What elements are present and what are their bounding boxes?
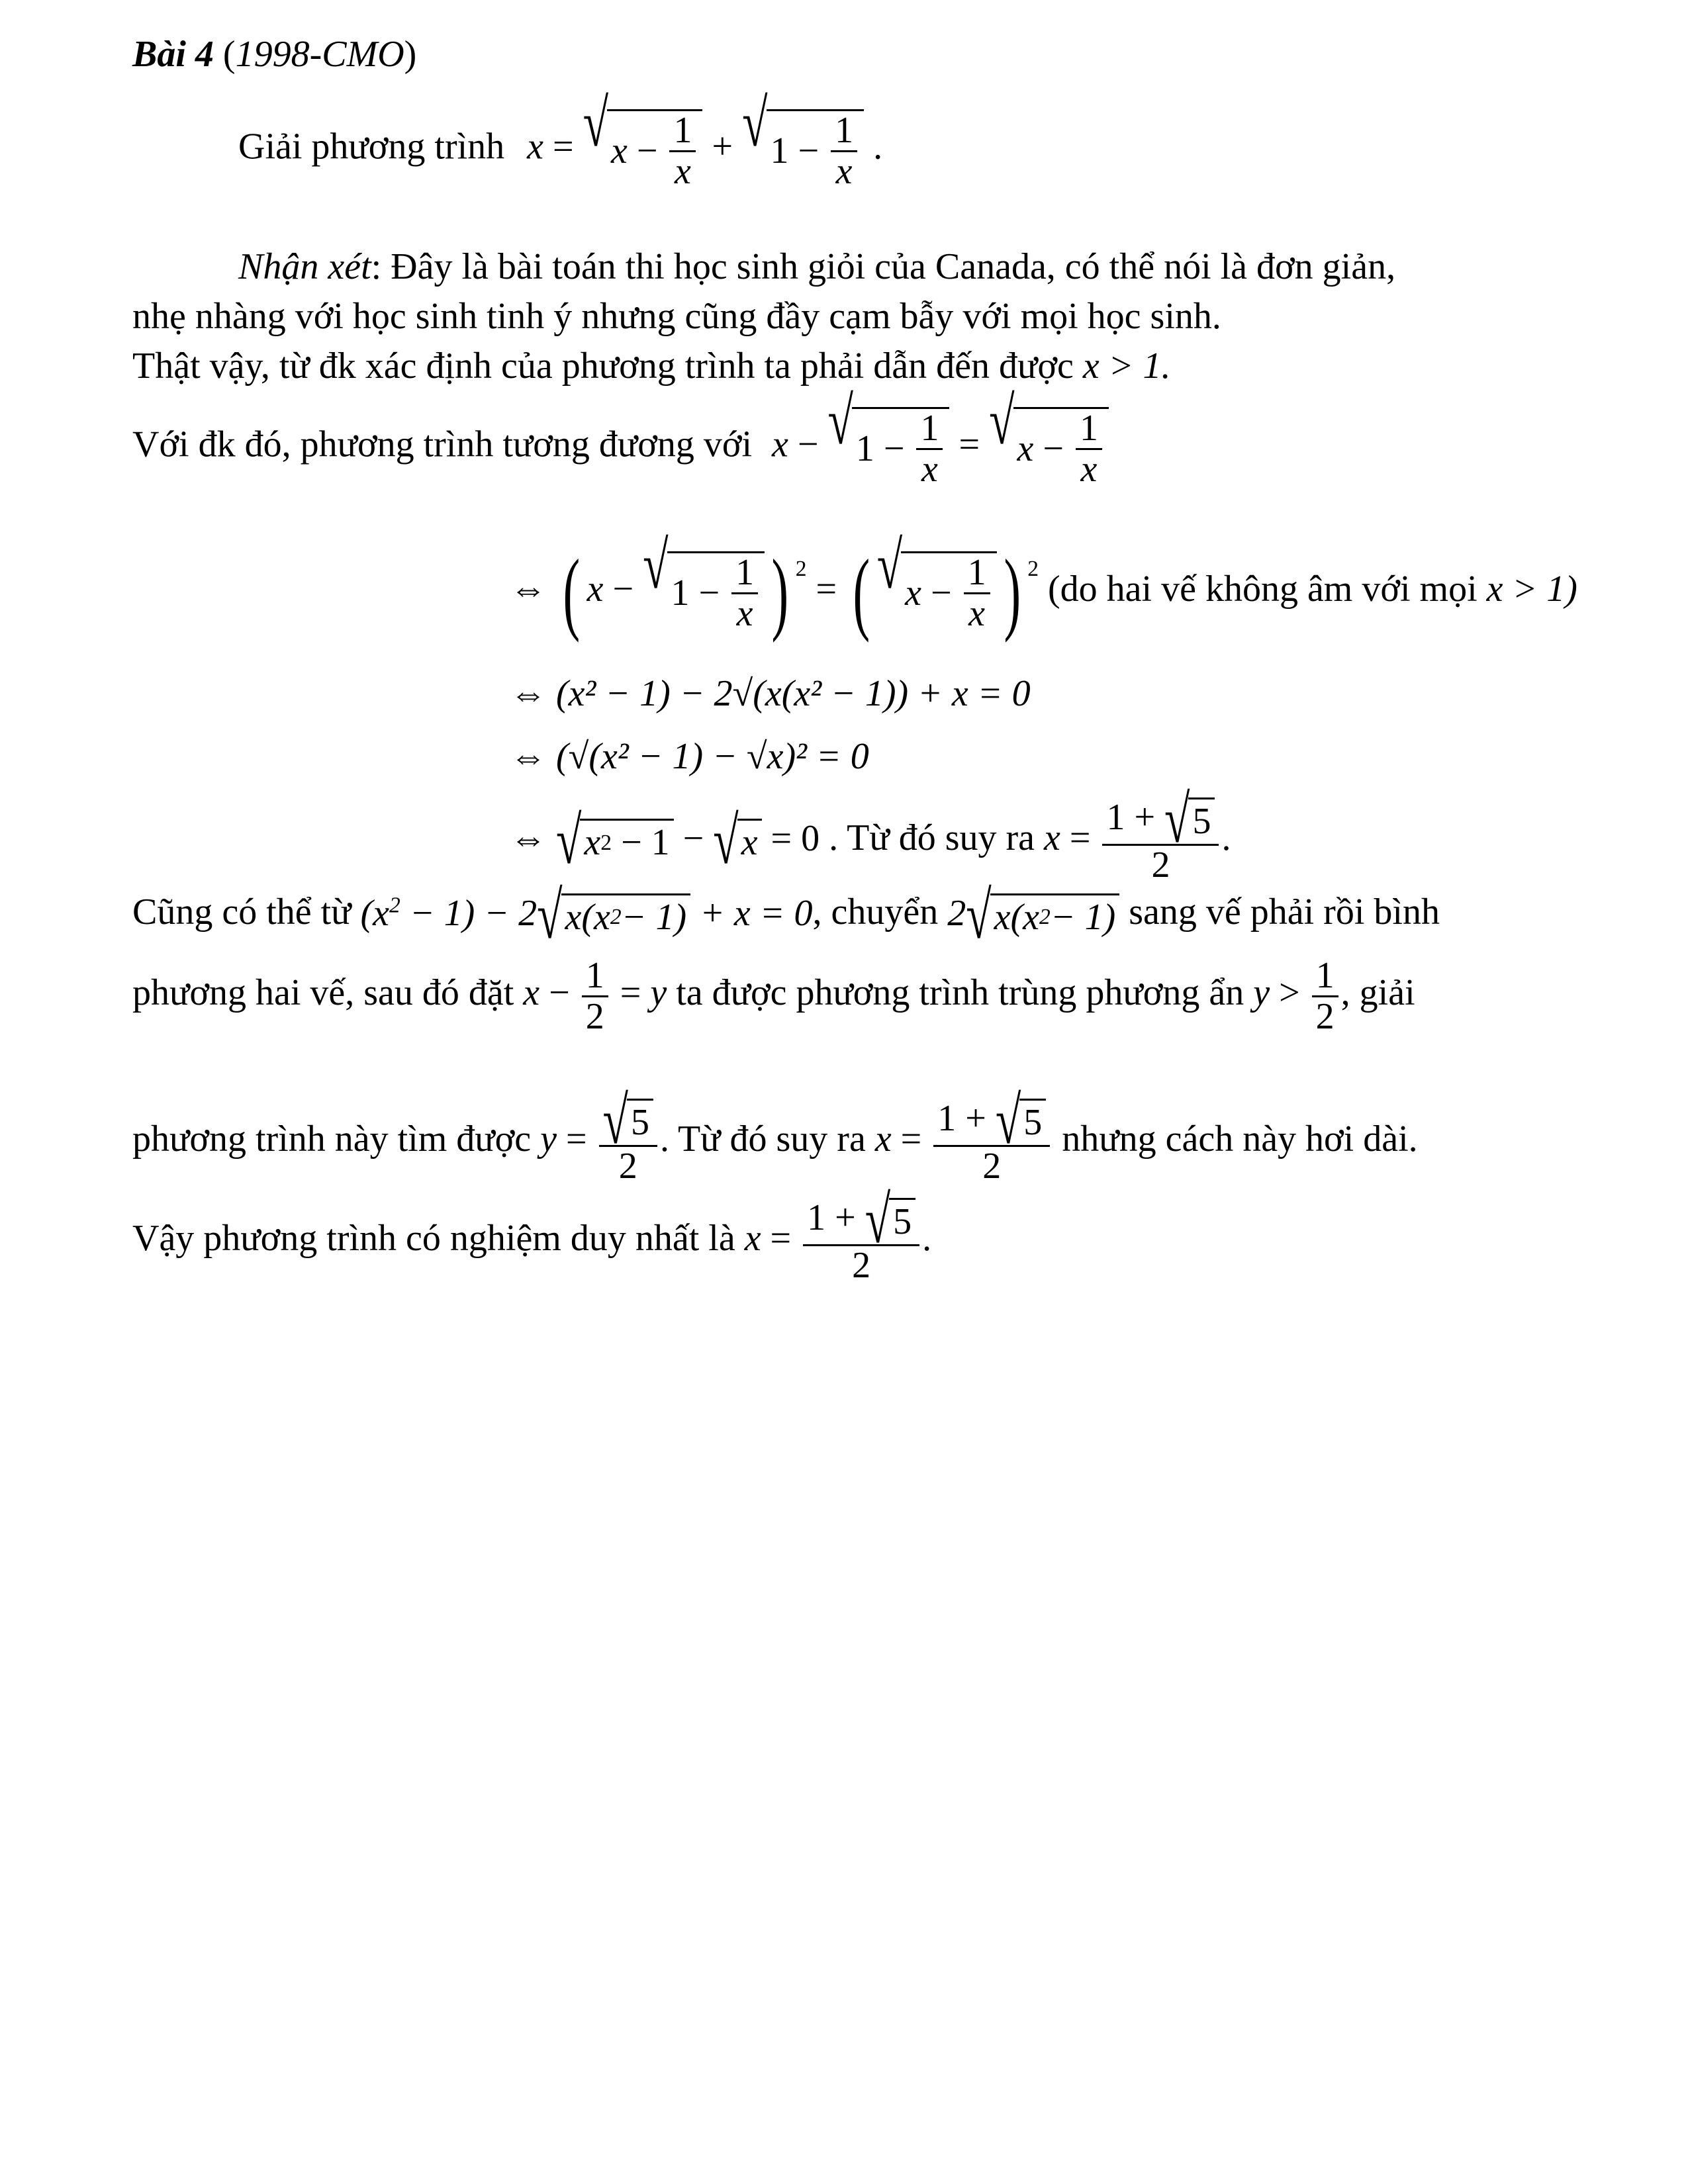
remark-text-1: : Đây là bài toán thi học sinh giỏi của Canada, có thể nói là đơn giản, xyxy=(371,246,1396,287)
alt-equation-1: $(x^2 - 1) - 2$ √ x(x 2 − 1) + x = 0 xyxy=(360,878,813,953)
remark-line-4 xyxy=(132,385,1109,490)
alt-condition: y > $\frac{1}{2}$ xyxy=(1253,956,1340,1036)
step-3 xyxy=(510,735,869,779)
step-1-note: (do hai vế không âm với mọi xyxy=(1048,568,1477,610)
remark-text-2: nhẹ nhàng với học sinh tinh ý nhưng cũng đầy cạm bẫy với mọi học sinh. xyxy=(132,296,1221,337)
alt-y-value: y = √ 5 2 xyxy=(540,1099,660,1186)
alt-text-8: . Từ đó suy ra xyxy=(659,1118,866,1160)
step-4-result: x = 1 + √ 5 2 . xyxy=(1043,783,1231,886)
alt-text-6: , giải xyxy=(1340,972,1415,1014)
step-4-equation: ⇔ √ x 2 − 1 − √ x = 0 xyxy=(510,804,820,879)
source-open: ( xyxy=(222,34,236,75)
statement-text: Giải phương trình xyxy=(238,126,505,167)
remark-text-4: Với đk đó, phương trình tương đương với xyxy=(132,424,753,465)
alt-x-value: x = 1 + √ 5 2 xyxy=(875,1099,1053,1186)
conclusion-line xyxy=(132,1183,932,1286)
problem-heading xyxy=(132,33,416,75)
problem-statement xyxy=(238,87,883,192)
remark-line-1 xyxy=(238,245,1395,289)
remark-line-2 xyxy=(132,295,1221,339)
remark-label: Nhận xét xyxy=(238,246,371,287)
problem-number: Bài 4 xyxy=(132,34,214,75)
step-3-equation: ⇔ (√(x² − 1) − √x)² = 0 xyxy=(510,736,869,777)
alt-text-9: nhưng cách này hơi dài. xyxy=(1062,1118,1418,1160)
remark-line-3 xyxy=(132,344,1170,388)
alt-text-7: phương trình này tìm được xyxy=(132,1118,532,1160)
remark-text-3: Thật vậy, từ đk xác định của phương trình ta phải dẫn đến được xyxy=(132,345,1074,387)
step-4 xyxy=(510,783,1231,886)
alt-text-5: ta được phương trình trùng phương ẩn xyxy=(676,972,1244,1014)
alt-text-3: sang vế phải rồi bình xyxy=(1129,891,1440,933)
alt-text-4: phương hai vế, sau đó đặt xyxy=(132,972,514,1014)
step-2 xyxy=(510,672,1031,716)
step-4-text: . Từ đó suy ra xyxy=(829,817,1035,858)
alt-line-3 xyxy=(132,1084,1418,1187)
alt-term: 2 √ x(x 2 − 1) xyxy=(947,891,1119,940)
step-1-equation: ⇔ ( x − √ 1 − $\frac{1}{x}$ ) $^2$ = ( √ x − $\frac{1}{x}$ ) $^2$ xyxy=(510,529,1039,643)
alt-text-1: Cũng có thể từ xyxy=(132,891,352,933)
step-2-equation: ⇔ (x² − 1) − 2√(x(x² − 1)) + x = 0 xyxy=(510,673,1031,714)
statement-equation: x = √ x − $\frac{1}{x}$ + √ 1 − $\frac{1}{x}$ . xyxy=(527,87,883,192)
alt-line-2 xyxy=(132,956,1415,1036)
alt-line-1 xyxy=(132,878,1440,953)
alt-text-2: , chuyển xyxy=(812,891,939,933)
equivalent-equation: x − √ 1 − $\frac{1}{x}$ = √ x − $\frac{1}{x}$ xyxy=(772,407,1109,489)
step-1-condition: x > 1) xyxy=(1486,568,1577,610)
remark-condition: x > 1. xyxy=(1082,345,1171,387)
source-close: ) xyxy=(404,34,417,75)
alt-substitution: x − $\frac{1}{2}$ = y xyxy=(523,955,667,1037)
final-answer: x = 1 + √ 5 2 . xyxy=(744,1183,932,1286)
problem-source: 1998-CMO xyxy=(235,34,404,75)
conclusion-text: Vậy phương trình có nghiệm duy nhất là xyxy=(132,1217,735,1259)
step-1 xyxy=(510,529,1577,643)
